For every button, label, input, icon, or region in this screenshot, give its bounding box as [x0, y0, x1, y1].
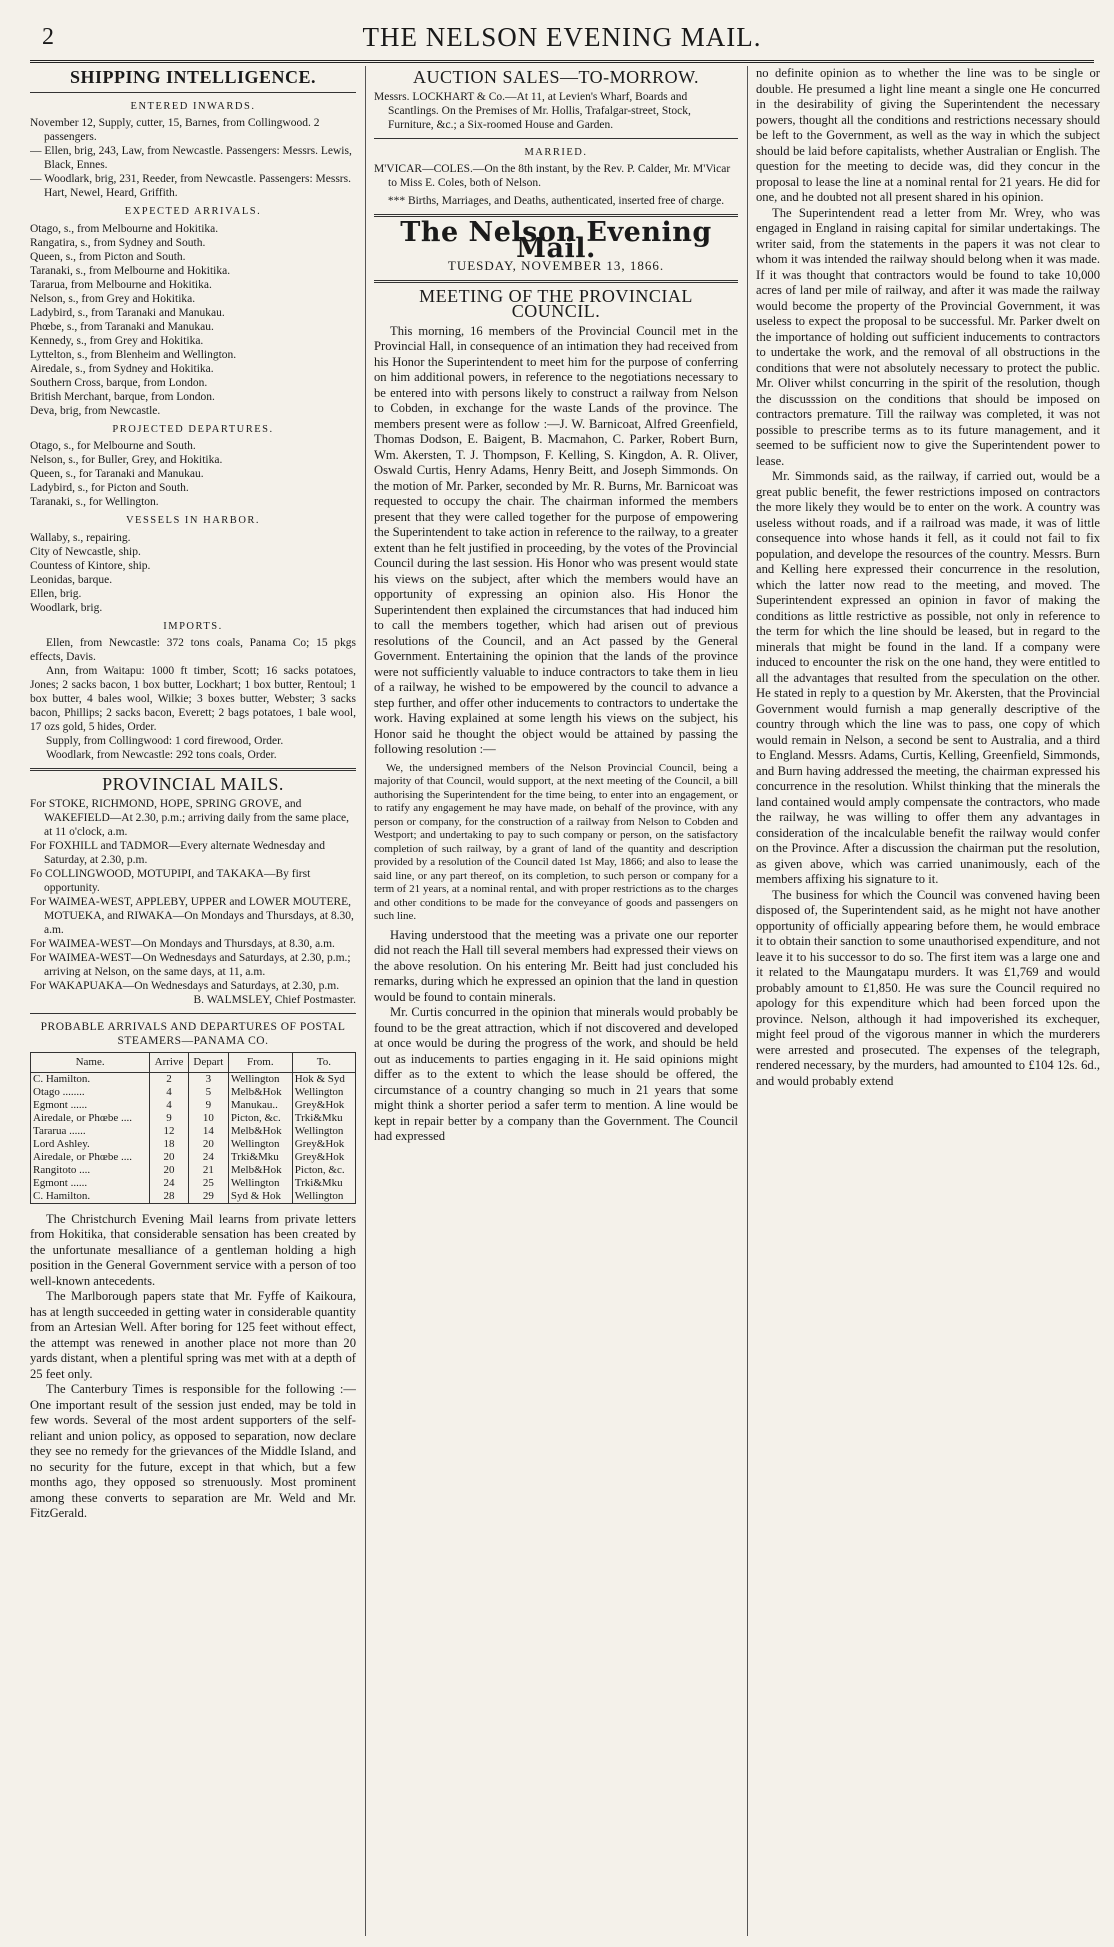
- table-row: [31, 1190, 356, 1204]
- column-header: Arrive: [150, 1052, 189, 1072]
- article-continuation: [756, 66, 1100, 1089]
- list-item: Nelson, s., for Buller, Grey, and Hokitika.: [30, 454, 223, 466]
- table-cell: 18: [150, 1138, 189, 1151]
- table-cell: 9: [188, 1099, 228, 1112]
- list-item: — Woodlark, brig, 231, Reeder, from Newcastle. Passengers: Messrs. Hart, Newel, Heard, Griffith.: [30, 173, 351, 199]
- table-row: [31, 1164, 356, 1177]
- imports-heading: IMPORTS.: [163, 620, 223, 632]
- table-row: [31, 1112, 356, 1125]
- table-cell: 25: [188, 1177, 228, 1190]
- married-heading: MARRIED.: [524, 146, 588, 158]
- entered-list: [30, 116, 356, 200]
- shipping-heading: SHIPPING INTELLIGENCE.: [69, 67, 317, 87]
- table-cell: Wellington: [228, 1138, 292, 1151]
- list-item: Taranaki, s., from Melbourne and Hokitika.: [30, 264, 231, 277]
- list-item: Otago, s., for Melbourne and South.: [30, 440, 196, 452]
- table-cell: C. Hamilton.: [31, 1190, 150, 1204]
- auction-notice: [374, 90, 738, 132]
- table-row: [31, 1086, 356, 1099]
- newspaper-title: THE NELSON EVENING MAIL.: [362, 22, 762, 52]
- news-paragraph: The Christchurch Evening Mail learns from private letters from Hokitika, that considerable sensation has been created by the unfortunate mesalliance of a gentleman holding a high position in the General Government service with a person of too well-known antecedents.: [30, 1211, 356, 1288]
- list-item: For WAIMEA-WEST, APPLEBY, UPPER and LOWER MOUTERE, MOTUEKA, and RIWAKA—On Mondays and Thursdays, at 8.30, a.m.: [30, 895, 354, 936]
- table-cell: Hok & Syd: [292, 1072, 355, 1086]
- projected-heading: PROJECTED DEPARTURES.: [112, 423, 274, 435]
- table-cell: Grey&Hok: [292, 1099, 355, 1112]
- table-cell: Wellington: [228, 1072, 292, 1086]
- column-rule: [747, 66, 748, 1936]
- list-item: Leonidas, barque.: [30, 573, 113, 586]
- article-paragraph: The business for which the Council was convened having been disposed of, the Superintendent said, as he might not have another opportunity of officially appearing before them, he would embrace it to obtain their sanction to some unauthorised expenditure, and not leave it to his successor to do so. The first item was a large one and it related to the Maungatapu murders. It was £1,769 and would probably amount to £1,850. He was sure the Council required no apology for this expenditure which had been forced upon the province. Nelson, although it had impoverished its exchequer, might feel proud of the vigorous manner in which the murderers were arrested and prosecuted. The expenses of the telegraph, rendered necessary, by the murders, had amounted to £104 12s. 6d., and would probably extend: [756, 887, 1100, 1088]
- list-item: Southern Cross, barque, from London.: [30, 376, 208, 389]
- list-item: For WAIMEA-WEST—On Wednesdays and Saturdays, at 2.30, p.m.; arriving at Nelson, on the same days, at 11, a.m.: [30, 951, 351, 978]
- table-cell: Wellington: [292, 1190, 355, 1204]
- table-row: [31, 1099, 356, 1112]
- article-paragraph: Mr. Curtis concurred in the opinion that minerals would probably be found to be the great attraction, which if not discovered and developed at once would be during the progress of the work, and should be held out as inducements to parties engaging in it. He said opinions might differ as to the extent to which the lease should be offered, the circumstance of a country changing so much in 21 years that some might think a shorter period a safer term to mention. A line would be kept in repair better by a company than the Government. The Council had expressed: [374, 1005, 738, 1143]
- list-item: British Merchant, barque, from London.: [30, 390, 215, 403]
- list-item: For WAIMEA-WEST—On Mondays and Thursdays, at 8.30, a.m.: [30, 937, 335, 950]
- divider: [30, 92, 356, 93]
- married-notice: [374, 162, 738, 190]
- resolution-text: We, the undersigned members of the Nelson Provincial Council, being a majority of that Council, would support, at the next meeting of the Council, a bill authorising the Superintendent for the time being, to enter into an engagement, or to ratify any engagement he may have made, on behalf of the province, with any person or company, for the construction of a railway from Nelson to Cobden and Westport; and undertaking to pay to such company or person, on the satisfactory completion of such railway, by a grant of land of the quantity and description provided by a resolution of the Council dated 1st May, 1866; and also to lease the said line, or any part thereof, on its completion, to such person or company for a term of 21 years, at a nominal rental, and with proper restrictions as to the charges and other conditions to be made for the conveyance of goods and passengers on such line.: [374, 761, 738, 922]
- list-item: Kennedy, s., from Grey and Hokitika.: [30, 334, 204, 347]
- auction-text: Messrs. LOCKHART & Co.—At 11, at Levien's Wharf, Boards and Scantlings. On the Premises of Mr. Hollis, Trafalgar-street, Stock, Furniture, &c.; a Six-roomed House and Garden.: [374, 90, 691, 131]
- list-item: For WAKAPUAKA—On Wednesdays and Saturdays, at 2.30, p.m.: [30, 979, 340, 992]
- list-item: Ann, from Waitapu: 1000 ft timber, Scott; 16 sacks potatoes, Jones; 2 sacks bacon, 1 box butter, Lockhart; 1 box butter, Rentoul; 1 box butter, 4 bales wool, Wilkie; 3 boxes butter, Webster; 3 sacks bacon, Phillips; 2 sacks bacon, Everett; 2 bags potatoes, 1 bale wool, 17 ozs gold, 5 hides, Order.: [30, 665, 356, 733]
- list-item: Taranaki, s., for Wellington.: [30, 496, 159, 508]
- list-item: For STOKE, RICHMOND, HOPE, SPRING GROVE, and WAKEFIELD—At 2.30, p.m.; arriving daily from the same place, at 11 o'clock, a.m.: [30, 797, 349, 838]
- table-cell: Melb&Hok: [228, 1086, 292, 1099]
- table-cell: Melb&Hok: [228, 1125, 292, 1138]
- article-body-continued: [374, 928, 738, 1145]
- list-item: For FOXHILL and TADMOR—Every alternate Wednesday and Saturday, at 2.30, p.m.: [30, 839, 325, 866]
- list-item: Tararua, from Melbourne and Hokitika.: [30, 278, 212, 291]
- projected-list: [30, 439, 356, 509]
- imports-list: [30, 636, 356, 762]
- list-item: Queen, s., for Taranaki and Manukau.: [30, 468, 204, 480]
- table-cell: 2: [150, 1072, 189, 1086]
- harbor-list: [30, 531, 356, 615]
- column-header: From.: [228, 1052, 292, 1072]
- table-row: [31, 1151, 356, 1164]
- table-cell: Egmont ......: [31, 1177, 150, 1190]
- table-cell: Egmont ......: [31, 1099, 150, 1112]
- column-header: Depart: [188, 1052, 228, 1072]
- table-cell: Airedale, or Phœbe ....: [31, 1151, 150, 1164]
- married-text: M'VICAR—COLES.—On the 8th instant, by the Rev. P. Calder, Mr. M'Vicar to Miss E. Coles, both of Nelson.: [374, 163, 731, 189]
- article-paragraph: This morning, 16 members of the Provincial Council met in the Provincial Hall, in consequence of an intimation they had received from his Honor the Superintendent to meet him for the purpose of conferring on him additional powers, in reference to the negotiations necessary to be entered into with persons likely to construct a railway from Nelson to Cobden, in exchange for the waste Lands of the province. The members present were as follow :—J. W. Barnicoat, Alfred Greenfield, Thomas Dodson, E. Baigent, B. Macmahon, C. Parker, Robert Burn, Wm. Akersten, T. J. Thompson, F. Kelling, S. Kingdon, A. R. Oliver, Oswald Curtis, Henry Adams, Henry Beitt, and Joseph Simmonds. On the motion of Mr. Parker, seconded by Mr. R. Burns, Mr. Barnicoat was requested to occupy the chair. The chairman informed the members present that they were called together for the purpose of empowering the Superintendent to take action in reference to the railway, to a greater extent than he felt justified in proceeding, by the votes of the Provincial Council during the last session. His Honor who was present would state his views on the subject, after which the members would have an opportunity of expressing an opinion also. His Honor the Superintendent then explained the circumstances that had induced him to call the members together, which had arisen out of previous resolutions of the Council, and an Act passed by the General Government. Entertaining the opinion that the lands of the province were not sufficiently valuable to induce contractors to take them in lieu of a railway, he wished to be empowered by the council to advance a step further, and offer other inducements to contractors to undertake the work. Having explained at some length his views on the subject, his Honor said he thought the object would be attained by passing the following resolution :—: [374, 323, 738, 756]
- resolution-quote: [374, 762, 738, 924]
- steamers-table: [30, 1052, 356, 1204]
- table-cell: 9: [150, 1112, 189, 1125]
- steamers-heading: PROBABLE ARRIVALS AND DEPARTURES OF POSTAL STEAMERS—PANAMA CO.: [40, 1020, 346, 1047]
- table-cell: Trki&Mku: [292, 1112, 355, 1125]
- auction-heading: AUCTION SALES—TO-MORROW.: [412, 67, 700, 87]
- list-item: Wallaby, s., repairing.: [30, 531, 131, 544]
- table-cell: Trki&Mku: [228, 1151, 292, 1164]
- table-cell: Lord Ashley.: [31, 1138, 150, 1151]
- table-cell: Grey&Hok: [292, 1151, 355, 1164]
- list-item: Ellen, brig.: [30, 587, 82, 600]
- table-cell: 29: [188, 1190, 228, 1204]
- table-cell: Grey&Hok: [292, 1138, 355, 1151]
- list-item: Queen, s., from Picton and South.: [30, 250, 186, 263]
- column-header: To.: [292, 1052, 355, 1072]
- table-cell: C. Hamilton.: [31, 1072, 150, 1086]
- list-item: Supply, from Collingwood: 1 cord firewood, Order.: [46, 735, 284, 747]
- divider: [374, 280, 738, 283]
- table-cell: Wellington: [228, 1177, 292, 1190]
- table-cell: Rangitoto ....: [31, 1164, 150, 1177]
- mails-heading: PROVINCIAL MAILS.: [102, 774, 284, 794]
- table-row: [31, 1072, 356, 1086]
- list-item: Lyttelton, s., from Blenheim and Wellington.: [30, 348, 237, 361]
- table-row: [31, 1125, 356, 1138]
- column-header: Name.: [31, 1052, 150, 1072]
- list-item: Ladybird, s., for Picton and South.: [30, 482, 189, 494]
- notice-text: *** Births, Marriages, and Deaths, authenticated, inserted free of charge.: [387, 195, 725, 207]
- list-item: Nelson, s., from Grey and Hokitika.: [30, 292, 196, 305]
- table-cell: 4: [150, 1099, 189, 1112]
- list-item: Ellen, from Newcastle: 372 tons coals, Panama Co; 15 pkgs effects, Davis.: [30, 637, 356, 663]
- expected-list: [30, 222, 356, 418]
- table-cell: Trki&Mku: [292, 1177, 355, 1190]
- table-cell: Melb&Hok: [228, 1164, 292, 1177]
- news-paragraphs: [30, 1212, 356, 1522]
- table-cell: Otago ........: [31, 1086, 150, 1099]
- page-number: 2: [42, 24, 54, 50]
- table-cell: Picton, &c.: [292, 1164, 355, 1177]
- article-body: [374, 324, 738, 758]
- table-cell: Wellington: [292, 1086, 355, 1099]
- table-cell: 4: [150, 1086, 189, 1099]
- column-3: [756, 66, 1100, 1936]
- list-item: Airedale, s., from Sydney and Hokitika.: [30, 362, 214, 375]
- table-cell: 20: [150, 1164, 189, 1177]
- list-item: November 12, Supply, cutter, 15, Barnes, from Collingwood. 2 passengers.: [30, 117, 320, 143]
- table-cell: 14: [188, 1125, 228, 1138]
- table-header-row: [31, 1052, 356, 1072]
- divider: [30, 1013, 356, 1014]
- table-cell: 24: [150, 1177, 189, 1190]
- masthead: [30, 20, 1094, 63]
- article-paragraph: no definite opinion as to whether the line was to be single or double. He presumed a light line meant a single one He concurred in the desirability of giving the Superintendent the necessary powers, thought all the conditions and restrictions necessary should be left to the Government, as well as the way in which the subject should be laid before capitalists, whether Australian or English. The question for the meeting to decide was, did they concur in the proposal to lease the line at a nominal rental for 21 years. He did for one, and he doubted not all present shared in his opinion.: [756, 66, 1100, 204]
- divider: [30, 768, 356, 771]
- list-item: Phœbe, s., from Taranaki and Manukau.: [30, 320, 214, 333]
- expected-heading: EXPECTED ARRIVALS.: [124, 206, 262, 217]
- list-item: Otago, s., from Melbourne and Hokitika.: [30, 222, 219, 235]
- list-item: Countess of Kintore, ship.: [30, 559, 151, 572]
- table-cell: 24: [188, 1151, 228, 1164]
- article-paragraph: Mr. Simmonds said, as the railway, if carried out, would be a great public benefit, the fewer restrictions imposed on contractors the more likely they would be to enter on the work. A country was useless without roads, and if a railroad was made, it was of little consequence into whose hands it fell, as it could not fail to fix population, and develope the resources of the country. Messrs. Burn and Kelling here expressed their concurrence in the resolution, which the latter now read to the meeting, and moved. The Superintendent expressed an opinion in favor of making the conditions as little restrictive as possible, not only in reference to the term for which the line should be leased, but in regard to the minerals that might be found in the land. If a company were induced to encounter the risk on the one hand, they were entitled to all the advantages that resulted from the speculation on the other. He stated in reply to a question by Mr. Akersten, that the Provincial Government would furnish a map generally descriptive of the country through which the line was to pass, one copy of which would remain in Nelson, a second be sent to Australia, and a third to England. Messrs. Adams, Curtis, Kelling, Greenfield, Simmonds, and Burn having addressed the meeting, the chairman expressed his concurrence in the resolution. Whilst thinking that the minerals the land contained would amply compensate the contractors, who made the railway, he was willing to offer them any advantages in consideration of the incalculable benefit the railway would confer on the Province. After a discussion the chairman put the resolution, as given above, which was carried unanimously, each of the members affixing his signature to it.: [756, 469, 1100, 886]
- article-paragraph: Having understood that the meeting was a private one our reporter did not reach the Hall till several members had expressed their views on the above resolution. On his entering Mr. Beitt had just concluded his remarks, during which he expressed an opinion that the land in question would be found to contain minerals.: [374, 927, 738, 1004]
- article-paragraph: The Superintendent read a letter from Mr. Wrey, who was engaged in England in raising capital for similar undertakings. The writer said, from the statements in the papers it was not clear to whom it was intended the railway should belong when it was made. If it was thought that contractors would be found to take 10,000 acres of land per mile of railway, and after it was made the railway would become the property of the Provincial Government, it was useless to expect the proposal to be successful. Mr. Parker dwelt on the importance of holding out sufficient inducements to contractors to undertake the work, and the removal of all obstructions in the conditions that were not absolutely necessary to protect the public. Mr. Oliver whilst concurring in the spirit of the resolution, though the discusssion on the conditions that should be imposed on contractors premature. Till the railway was completed, it was not possible to prescribe terms as to its future management, and it seemed to be sufficient now to give the Superintendent power to lease.: [756, 205, 1100, 468]
- dateline: TUESDAY, NOVEMBER 13, 1866.: [447, 258, 665, 273]
- list-item: Woodlark, from Newcastle: 292 tons coals, Order.: [46, 749, 277, 761]
- list-item: Fo COLLINGWOOD, MOTUPIPI, and TAKAKA—By first opportunity.: [30, 867, 311, 894]
- table-cell: Syd & Hok: [228, 1190, 292, 1204]
- news-paragraph: The Canterbury Times is responsible for the following :—One important result of the session just ended, may be told in few words. Several of the most ardent supporters of the self-reliant and union policy, as opposed to separation, now declare they see no remedy for the grievances of the Middle Island, and no security for the future, except in that which, but a few months ago, they opposed so strenuously. Most prominent among these converts to separation are Mr. Weld and Mr. FitzGerald.: [30, 1382, 356, 1520]
- list-item: — Ellen, brig, 243, Law, from Newcastle. Passengers: Messrs. Lewis, Black, Ennes.: [30, 145, 352, 171]
- table-cell: 20: [150, 1151, 189, 1164]
- list-item: Rangatira, s., from Sydney and South.: [30, 236, 206, 249]
- list-item: City of Newcastle, ship.: [30, 545, 141, 558]
- table-row: [31, 1138, 356, 1151]
- table-cell: 5: [188, 1086, 228, 1099]
- table-row: [31, 1177, 356, 1190]
- table-cell: Airedale, or Phœbe ....: [31, 1112, 150, 1125]
- paper-nameplate: The Nelson Evening Mail.: [400, 217, 712, 264]
- table-cell: 28: [150, 1190, 189, 1204]
- entered-heading: ENTERED INWARDS.: [130, 100, 256, 112]
- mails-list: [30, 797, 356, 993]
- list-item: Woodlark, brig.: [30, 601, 103, 614]
- table-cell: 21: [188, 1164, 228, 1177]
- table-cell: 10: [188, 1112, 228, 1125]
- postmaster-signature: B. WALMSLEY, Chief Postmaster.: [193, 993, 356, 1006]
- divider: [374, 138, 738, 139]
- table-cell: 12: [150, 1125, 189, 1138]
- table-cell: Picton, &c.: [228, 1112, 292, 1125]
- column-rule: [365, 66, 366, 1936]
- list-item: Ladybird, s., from Taranaki and Manukau.: [30, 306, 225, 319]
- article-heading: MEETING OF THE PROVINCIAL COUNCIL.: [419, 285, 693, 321]
- news-paragraph: The Marlborough papers state that Mr. Fyffe of Kaikoura, has at length succeeded in getting water in considerable quantity from an Artesian Well. After boring for 125 feet without effect, the attempt was renewed in another place not more than 20 yards distant, when a plentiful spring was met with at a depth of 25 feet only.: [30, 1289, 356, 1381]
- table-cell: Manukau..: [228, 1099, 292, 1112]
- table-cell: Tararua ......: [31, 1125, 150, 1138]
- table-cell: Wellington: [292, 1125, 355, 1138]
- column-1: [30, 66, 356, 1936]
- table-cell: 3: [188, 1072, 228, 1086]
- column-2: [374, 66, 738, 1936]
- list-item: Deva, brig, from Newcastle.: [30, 404, 161, 417]
- table-cell: 20: [188, 1138, 228, 1151]
- harbor-heading: VESSELS IN HARBOR.: [125, 515, 261, 526]
